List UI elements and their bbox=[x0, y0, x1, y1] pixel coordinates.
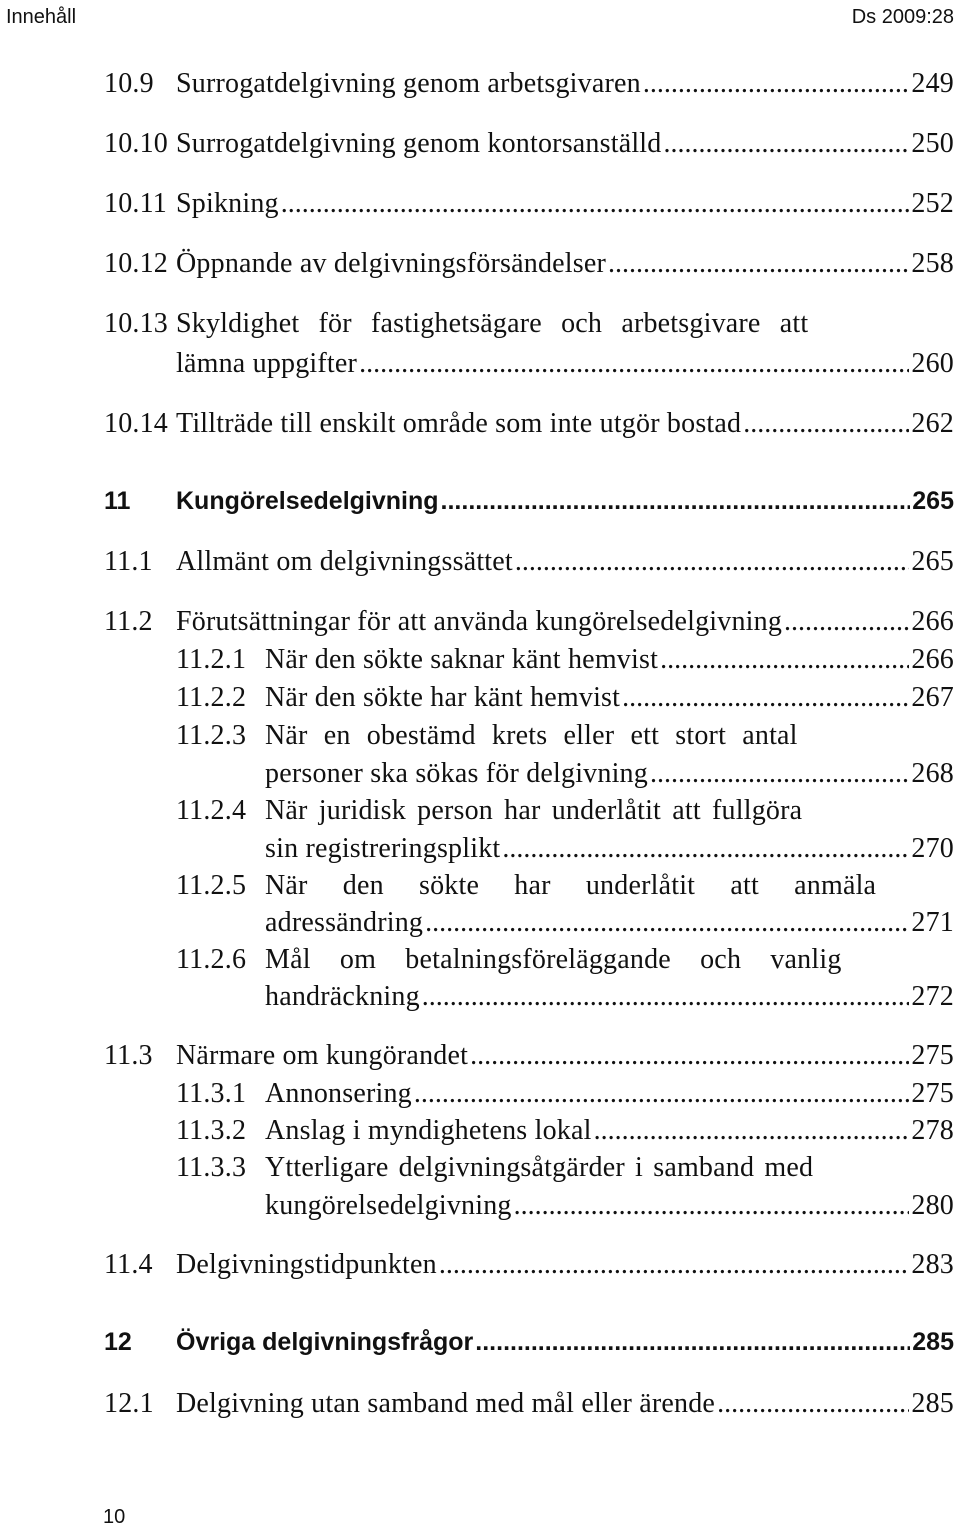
toc-leader bbox=[660, 644, 909, 676]
toc-entry-11-4[interactable] bbox=[104, 1249, 954, 1281]
toc-page: 262 bbox=[911, 408, 954, 439]
toc-entry-11-1[interactable] bbox=[104, 546, 954, 578]
toc-leader bbox=[439, 1249, 910, 1281]
toc-leader bbox=[784, 606, 909, 638]
toc-page: 258 bbox=[911, 248, 954, 279]
toc-leader bbox=[643, 68, 910, 100]
running-header-doc-id: Ds 2009:28 bbox=[851, 6, 954, 28]
toc-leader bbox=[514, 1190, 910, 1222]
toc-number: 11.2.2 bbox=[176, 682, 247, 713]
toc-page: 260 bbox=[911, 348, 954, 379]
toc-number: 10.14 bbox=[104, 408, 168, 439]
toc-page: 285 bbox=[911, 1388, 954, 1419]
toc-number: 11.2.3 bbox=[176, 720, 247, 751]
toc-title: Annonsering bbox=[265, 1078, 412, 1109]
toc-leader bbox=[594, 1115, 910, 1147]
toc-title: Anslag i myndighetens lokal bbox=[265, 1115, 592, 1146]
toc-leader bbox=[359, 348, 909, 380]
toc-page: 252 bbox=[911, 188, 954, 219]
toc-title: När den sökte har känt hemvist bbox=[265, 682, 621, 713]
toc-entry-11-3-1[interactable] bbox=[176, 1078, 954, 1110]
toc-number: 11.3 bbox=[104, 1040, 153, 1071]
toc-title-line1: När den sökte har underlåtit att anmäla bbox=[265, 870, 877, 901]
toc-number: 12.1 bbox=[104, 1388, 154, 1419]
toc-entry-10-14[interactable] bbox=[104, 408, 954, 440]
toc-chapter-11[interactable] bbox=[104, 487, 954, 516]
toc-number: 11.3.3 bbox=[176, 1152, 247, 1183]
toc-title-line2: sin registreringsplikt bbox=[265, 833, 501, 864]
toc-chapter-12[interactable] bbox=[104, 1328, 954, 1357]
toc-entry-11-2[interactable] bbox=[104, 606, 954, 638]
toc-page: 265 bbox=[911, 546, 954, 577]
toc-number: 10.12 bbox=[104, 248, 168, 279]
toc-title: Förutsättningar för att använda kungörelsedelgivning bbox=[176, 606, 783, 637]
toc-title-line2: adressändring bbox=[265, 907, 424, 938]
toc-number: 11.3.1 bbox=[176, 1078, 247, 1109]
toc-title: Öppnande av delgivningsförsändelser bbox=[176, 248, 606, 279]
toc-leader bbox=[281, 188, 910, 220]
toc-page: 266 bbox=[911, 644, 954, 675]
toc-entry-11-2-2[interactable] bbox=[176, 682, 954, 714]
toc-leader bbox=[743, 408, 909, 440]
toc-entry-10-9[interactable] bbox=[104, 68, 954, 100]
toc-number: 12 bbox=[104, 1328, 132, 1356]
toc-title: Kungörelsedelgivning bbox=[176, 487, 439, 515]
toc-number: 11.2.1 bbox=[176, 644, 247, 675]
toc-title-line1: När juridisk person har underlåtit att fullgöra bbox=[265, 795, 803, 826]
toc-page: 275 bbox=[911, 1040, 954, 1071]
toc-title-line2: personer ska sökas för delgivning bbox=[265, 758, 648, 789]
toc-title: Spikning bbox=[176, 188, 279, 219]
toc-entry-12-1[interactable] bbox=[104, 1388, 954, 1420]
toc-title: Tillträde till enskilt område som inte utgör bostad bbox=[176, 408, 742, 439]
toc-title-line1: Ytterligare delgivningsåtgärder i samband med bbox=[265, 1152, 814, 1183]
toc-title: Allmänt om delgivningssättet bbox=[176, 546, 513, 577]
toc-title-line1: När en obestämd krets eller ett stort antal bbox=[265, 720, 798, 751]
toc-leader bbox=[441, 487, 911, 516]
toc-entry-11-3-2[interactable] bbox=[176, 1115, 954, 1147]
toc-page: 268 bbox=[911, 758, 954, 789]
toc-leader bbox=[650, 758, 909, 790]
toc-title: Närmare om kungörandet bbox=[176, 1040, 469, 1071]
toc-leader bbox=[622, 682, 909, 714]
toc-leader bbox=[425, 907, 909, 939]
toc-entry-10-10[interactable] bbox=[104, 128, 954, 160]
toc-number: 10.9 bbox=[104, 68, 154, 99]
toc-number: 11.2.5 bbox=[176, 870, 247, 901]
toc-page: 266 bbox=[911, 606, 954, 637]
toc-page: 265 bbox=[912, 487, 954, 515]
toc-title-line1: Mål om betalningsföreläggande och vanlig bbox=[265, 944, 842, 975]
toc-page: 267 bbox=[911, 682, 954, 713]
toc-page: 275 bbox=[911, 1078, 954, 1109]
toc-number: 11.2.4 bbox=[176, 795, 247, 826]
toc-leader bbox=[608, 248, 909, 280]
toc-title-line1: Skyldighet för fastighetsägare och arbetsgivare att bbox=[176, 308, 809, 339]
toc-number: 11.2 bbox=[104, 606, 153, 637]
toc-page: 270 bbox=[911, 833, 954, 864]
toc-number: 10.10 bbox=[104, 128, 168, 159]
toc-title: Surrogatdelgivning genom arbetsgivaren bbox=[176, 68, 641, 99]
toc-page: 271 bbox=[911, 907, 954, 938]
toc-page: 249 bbox=[911, 68, 954, 99]
page-number: 10 bbox=[103, 1506, 126, 1528]
toc-number: 11 bbox=[104, 487, 131, 515]
toc-number: 11.2.6 bbox=[176, 944, 247, 975]
toc-entry-11-2-1[interactable] bbox=[176, 644, 954, 676]
toc-title-line2: kungörelsedelgivning bbox=[265, 1190, 512, 1221]
running-header-section: Innehåll bbox=[6, 6, 77, 28]
toc-leader bbox=[414, 1078, 910, 1110]
toc-leader bbox=[502, 833, 909, 865]
toc-entry-10-11[interactable] bbox=[104, 188, 954, 220]
toc-title: Surrogatdelgivning genom kontorsanställd bbox=[176, 128, 662, 159]
toc-title-line2: lämna uppgifter bbox=[176, 348, 358, 379]
toc-number: 10.13 bbox=[104, 308, 168, 339]
toc-title: Delgivningstidpunkten bbox=[176, 1249, 437, 1280]
toc-leader bbox=[475, 1328, 910, 1357]
toc-page: 250 bbox=[911, 128, 954, 159]
toc-page: 285 bbox=[912, 1328, 954, 1356]
toc-number: 11.3.2 bbox=[176, 1115, 247, 1146]
toc-page: 272 bbox=[911, 981, 954, 1012]
toc-number: 11.4 bbox=[104, 1249, 153, 1280]
toc-entry-10-12[interactable] bbox=[104, 248, 954, 280]
toc-entry-11-3[interactable] bbox=[104, 1040, 954, 1072]
toc-number: 11.1 bbox=[104, 546, 153, 577]
toc-leader bbox=[470, 1040, 909, 1072]
toc-page: 280 bbox=[911, 1190, 954, 1221]
toc-leader bbox=[664, 128, 910, 160]
toc-title: Delgivning utan samband med mål eller ärende bbox=[176, 1388, 716, 1419]
toc-title: När den sökte saknar känt hemvist bbox=[265, 644, 659, 675]
toc-title: Övriga delgivningsfrågor bbox=[176, 1328, 474, 1356]
toc-leader bbox=[422, 981, 910, 1013]
toc-leader bbox=[717, 1388, 909, 1420]
toc-number: 10.11 bbox=[104, 188, 167, 219]
toc-page: 283 bbox=[911, 1249, 954, 1280]
toc-leader bbox=[515, 546, 909, 578]
toc-title-line2: handräckning bbox=[265, 981, 420, 1012]
toc-page: 278 bbox=[911, 1115, 954, 1146]
